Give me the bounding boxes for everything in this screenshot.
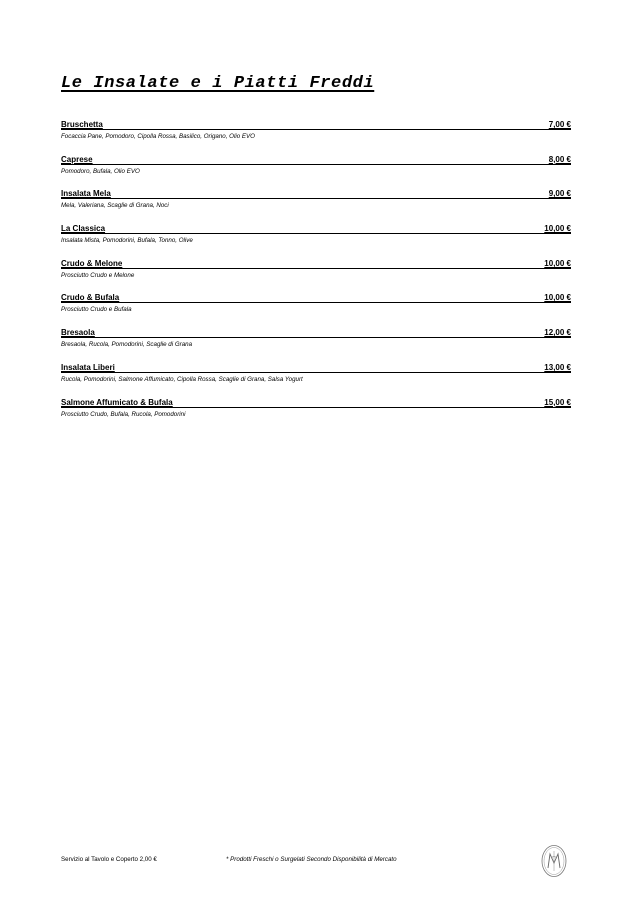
menu-item <box>61 394 571 429</box>
menu-item <box>61 324 571 359</box>
menu-item-line <box>61 289 571 303</box>
service-charge-note: Servizio al Tavolo e Coperto 2,00 € <box>61 856 157 863</box>
menu-item-line <box>61 151 571 165</box>
menu-item-name: Insalata Liberi <box>61 362 115 372</box>
menu-item-description: Prosciutto Crudo, Bufala, Rucola, Pomodorini <box>61 410 186 418</box>
menu-item-price: 10,00 € <box>544 293 571 303</box>
menu-item-price: 12,00 € <box>544 328 571 338</box>
menu-list <box>61 116 571 428</box>
menu-item <box>61 151 571 186</box>
menu-item-price: 8,00 € <box>548 154 571 164</box>
menu-item <box>61 220 571 255</box>
menu-item-price: 15,00 € <box>544 397 571 407</box>
menu-item-price: 13,00 € <box>544 362 571 372</box>
menu-item-description: Insalata Mista, Pomodorini, Bufala, Tonno, Olive <box>61 237 193 245</box>
menu-item <box>61 289 571 324</box>
menu-item-name: Salmone Affumicato & Bufala <box>61 397 173 407</box>
menu-item-description: Focaccia Pane, Pomodoro, Cipolla Rossa, Basilico, Origano, Olio EVO <box>61 133 255 140</box>
menu-item-name: Bruschetta <box>61 120 103 129</box>
menu-item-line <box>61 359 571 373</box>
menu-item-name: La Classica <box>61 224 106 234</box>
menu-item-description: Prosciutto Crudo e Melone <box>61 271 135 279</box>
menu-item-line <box>61 394 571 408</box>
menu-item <box>61 185 571 220</box>
availability-note: * Prodotti Freschi o Surgelati Secondo Disponibilità di Mercato <box>226 856 397 863</box>
menu-item-line <box>61 116 571 130</box>
menu-item-description: Prosciutto Crudo e Bufala <box>61 306 132 314</box>
menu-item-line <box>61 220 571 234</box>
page-title: Le Insalate e i Piatti Freddi <box>61 74 375 93</box>
menu-item-name: Caprese <box>61 154 93 164</box>
menu-item-price: 9,00 € <box>548 189 571 199</box>
menu-item-name: Crudo & Melone <box>61 258 123 268</box>
menu-item-name: Crudo & Bufala <box>61 293 120 303</box>
menu-item <box>61 116 571 151</box>
menu-item-line <box>61 185 571 199</box>
menu-item-description: Mela, Valeriana, Scaglie di Grana, Noci <box>61 202 169 210</box>
menu-item-line <box>61 324 571 338</box>
menu-item-description: Bresaola, Rucola, Pomodorini, Scaglie di Grana <box>61 341 193 349</box>
menu-item-line <box>61 255 571 269</box>
monogram-seal-icon <box>541 844 567 878</box>
menu-item <box>61 255 571 290</box>
menu-item-price: 7,00 € <box>548 120 571 129</box>
menu-item-description: Pomodoro, Bufala, Olio EVO <box>61 167 140 175</box>
menu-item-description: Rucola, Pomodorini, Salmone Affumicato, Cipolla Rossa, Scaglie di Grana, Salsa Yogurt <box>61 375 303 383</box>
menu-item-price: 10,00 € <box>544 258 571 268</box>
menu-item-name: Bresaola <box>61 328 95 338</box>
menu-item-name: Insalata Mela <box>61 189 111 199</box>
menu-item-price: 10,00 € <box>544 224 571 234</box>
menu-item <box>61 359 571 394</box>
